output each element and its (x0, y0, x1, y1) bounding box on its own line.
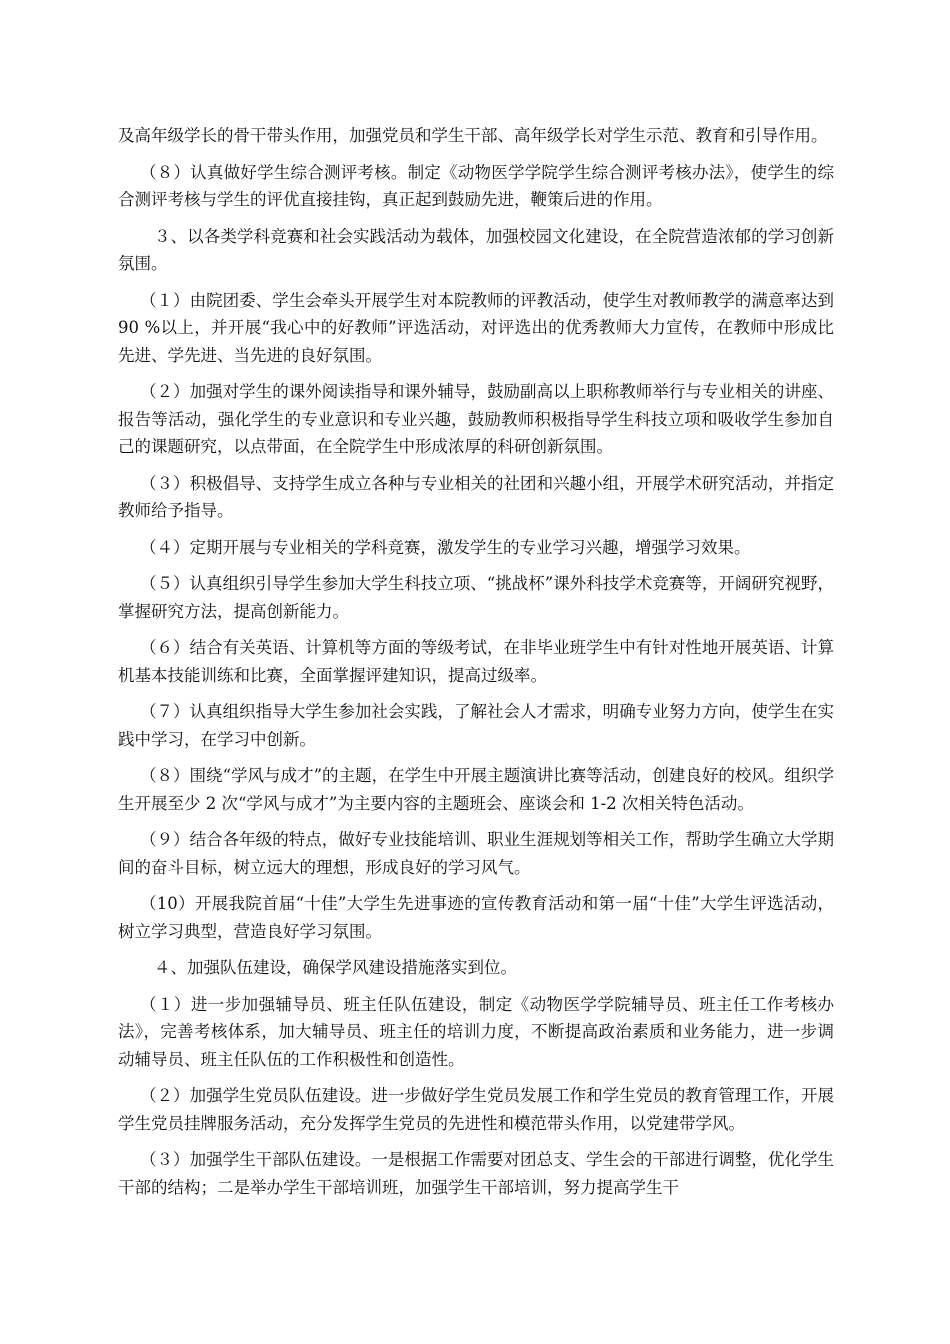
paragraph-item-7-social-practice: （７）认真组织指导大学生参加社会实践，了解社会人才需求，明确专业努力方向，使学生在实践中学习，在学习中创新。 (118, 702, 834, 749)
paragraph-item-2-reading-guidance: （２）加强对学生的课外阅读指导和课外辅导，鼓励副高以上职称教师举行与专业相关的讲座、报告等活动，强化学生的专业意识和专业兴趣，鼓励教师积极指导学生科技立项和吸收学生参加自己的课题研究，以点带面，在全院学生中形成浓厚的科研创新氛围。 (118, 382, 834, 456)
paragraph-item-10-top-ten: （10）开展我院首届“十佳”大学生先进事迹的宣传教育活动和第一届“十佳”大学生评选活动，树立学习典型，营造良好学习氛围。 (118, 894, 834, 941)
paragraph-item-2-party-members: （２）加强学生党员队伍建设。进一步做好学生党员发展工作和学生党员的教育管理工作，开展学生党员挂牌服务活动，充分发挥学生党员的先进性和模范带头作用，以党建带学风。 (118, 1086, 834, 1133)
section-heading-3: ３、以各类学科竞赛和社会实践活动为载体，加强校园文化建设，在全院营造浓郁的学习创新氛围。 (118, 226, 834, 273)
paragraph-item-5-research-projects: （５）认真组织引导学生参加大学生科技立项、“挑战杯”课外科技学术竞赛等，开阔研究视野，掌握研究方法，提高创新能力。 (118, 574, 834, 621)
paragraph-item-3-student-cadres: （３）加强学生干部队伍建设。一是根据工作需要对团总支、学生会的干部进行调整，优化学生干部的结构；二是举办学生干部培训班，加强学生干部培训，努力提高学生干 (118, 1150, 834, 1197)
paragraph-item-3-student-clubs: （３）积极倡导、支持学生成立各种与专业相关的社团和兴趣小组，开展学术研究活动，并指定教师给予指导。 (118, 473, 834, 520)
section-heading-4: ４、加强队伍建设，确保学风建设措施落实到位。 (154, 958, 517, 977)
paragraph-item-6-grade-exams: （６）结合有关英语、计算机等方面的等级考试，在非毕业班学生中有针对性地开展英语、计算机基本技能训练和比赛，全面掌握评建知识，提高过级率。 (118, 638, 834, 685)
paragraph-item-1-teacher-evaluation: （１）由院团委、学生会牵头开展学生对本院教师的评教活动，使学生对教师教学的满意率达到 90 %以上，并开展“我心中的好教师”评选活动，对评选出的优秀教师大力宣传，在教师中形成比先进、学先进、当先进的良好氛围。 (118, 290, 834, 365)
paragraph-item-8-study-style: （８）围绕“学风与成才”的主题，在学生中开展主题演讲比赛等活动，创建良好的校风。组织学生开展至少 2 次“学风与成才”为主要内容的主题班会、座谈会和 1-2 次相关特色活动。 (118, 766, 834, 813)
paragraph-continuation: 及高年级学长的骨干带头作用，加强党员和学生干部、高年级学长对学生示范、教育和引导作用。 (118, 126, 828, 145)
paragraph-item-4-competitions: （４）定期开展与专业相关的学科竞赛，激发学生的专业学习兴趣，增强学习效果。 (140, 537, 751, 557)
paragraph-item-1-counselors: （１）进一步加强辅导员、班主任队伍建设，制定《动物医学学院辅导员、班主任工作考核办法》，完善考核体系，加大辅导员、班主任的培训力度，不断提高政治素质和业务能力，进一步调动辅导员、班主任队伍的工作积极性和创造性。 (118, 994, 834, 1069)
document-body (118, 122, 834, 1210)
paragraph-item-9-career-planning: （９）结合各年级的特点，做好专业技能培训、职业生涯规划等相关工作，帮助学生确立大学期间的奋斗目标，树立远大的理想，形成良好的学习风气。 (118, 830, 834, 877)
paragraph-item-8-evaluation: （８）认真做好学生综合测评考核。制定《动物医学学院学生综合测评考核办法》，使学生的综合测评考核与学生的评优直接挂钩，真正起到鼓励先进，鞭策后进的作用。 (118, 162, 834, 209)
